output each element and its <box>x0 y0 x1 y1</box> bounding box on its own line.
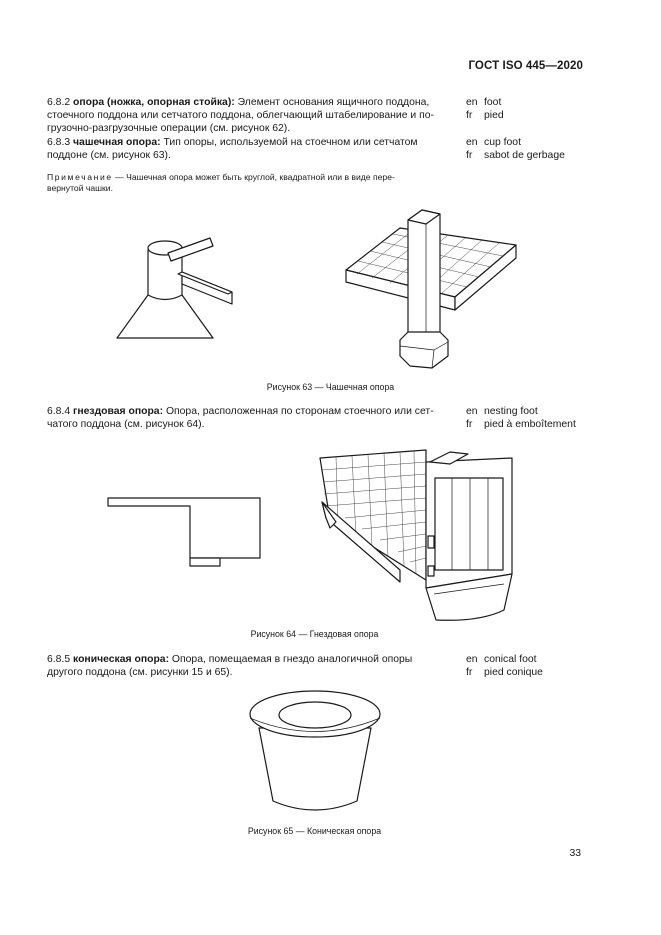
note-text: Чашечная опора может быть круглой, квадратной или в виде пере- <box>126 172 395 182</box>
clause-term: коническая опора: <box>73 654 170 665</box>
figure-64-caption: Рисунок 64 — Гнездовая опора <box>250 629 379 639</box>
clause-6-8-2 <box>47 96 455 136</box>
clause-text: Тип опоры, используемой на стоечном или сетчатом <box>163 137 418 148</box>
lang-code-en: en <box>466 97 478 108</box>
lang-code-en: en <box>466 137 478 148</box>
clause-number: 6.8.4 <box>47 406 71 417</box>
term-equivalents-6-8-2 <box>466 96 504 122</box>
cup-foot-sketch <box>117 238 232 338</box>
figure-63-drawing <box>110 200 560 380</box>
post-with-cup-sketch <box>346 210 516 368</box>
term-equivalents-6-8-4 <box>466 405 576 431</box>
lang-code-fr: fr <box>466 419 473 431</box>
note-label: Примечание <box>47 172 113 182</box>
term-equivalents-6-8-5 <box>466 653 543 679</box>
clause-text: поддоне (см. рисунок 63). <box>47 150 171 162</box>
note <box>47 172 465 194</box>
conical-foot-sketch <box>250 691 380 810</box>
term-fr: sabot de gerbage <box>484 150 565 162</box>
term-en: nesting foot <box>484 406 538 417</box>
clause-text: чатого поддона (см. рисунок 64). <box>47 419 205 431</box>
term-equivalents-6-8-3 <box>466 136 565 162</box>
lang-code-en: en <box>466 654 478 665</box>
mesh-box-corner-sketch <box>320 450 512 620</box>
clause-text: Опора, расположенная по сторонам стоечного или сет- <box>165 406 434 417</box>
clause-6-8-3 <box>47 136 455 162</box>
lang-code-fr: fr <box>466 110 473 122</box>
figure-65-drawing <box>240 685 390 820</box>
clause-text: Опора, помещаемая в гнездо аналогичной опоры <box>171 654 413 665</box>
clause-6-8-4 <box>47 405 455 431</box>
term-en: cup foot <box>484 137 521 148</box>
term-fr: pied à emboîtement <box>484 419 576 431</box>
clause-number: 6.8.3 <box>47 137 71 148</box>
lang-code-fr: fr <box>466 150 473 162</box>
clause-text: Элемент основания ящичного поддона, <box>237 97 430 108</box>
clause-text: грузочно-разгрузочные операции (см. рисунок 62). <box>47 123 291 135</box>
clause-6-8-5 <box>47 653 455 679</box>
clause-number: 6.8.5 <box>47 654 71 665</box>
figure-63-caption: Рисунок 63 — Чашечная опора <box>266 382 395 392</box>
clause-text: другого поддона (см. рисунки 15 и 65). <box>47 667 233 679</box>
clause-term: чашечная опора: <box>73 137 161 148</box>
page-number: 33 <box>569 848 581 859</box>
note-text: вернутой чашки. <box>47 183 113 193</box>
clause-text: стоечного поддона или сетчатого поддона, облегчающий штабелирование и по- <box>47 110 434 122</box>
clause-term: опора (ножка, опорная стойка): <box>73 97 235 108</box>
term-fr: pied conique <box>484 667 543 679</box>
lang-code-fr: fr <box>466 667 473 679</box>
clause-number: 6.8.2 <box>47 97 71 108</box>
clause-term: гнездовая опора: <box>73 406 164 417</box>
note-dash: — <box>112 172 127 182</box>
figure-64-drawing <box>100 440 540 630</box>
term-en: conical foot <box>484 654 537 665</box>
standard-designation: ГОСТ ISO 445—2020 <box>468 60 583 72</box>
lang-code-en: en <box>466 406 478 417</box>
term-fr: pied <box>484 110 504 122</box>
figure-65-caption: Рисунок 65 — Коническая опора <box>247 826 382 836</box>
nesting-foot-profile <box>108 498 260 566</box>
term-en: foot <box>484 97 502 108</box>
